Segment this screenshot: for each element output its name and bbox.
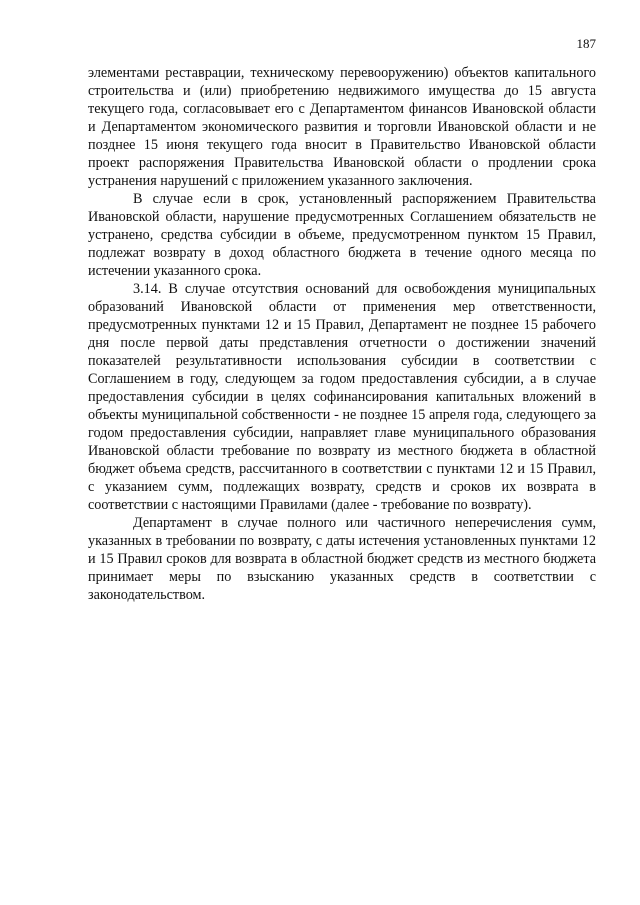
paragraph-recovery-measures: Департамент в случае полного или частичного неперечисления сумм, указанных в требовании по возврату, с даты истечения установленных пунктами 12 и 15 Правил сроков для возврата в областной бюджет средств из местного бюджета принимает меры по взысканию указанных средств в соответствии с законодательством. [88, 515, 596, 603]
page-number: 187 [576, 36, 596, 51]
document-body [88, 64, 596, 604]
paragraph-refund-deadline: В случае если в срок, установленный распоряжением Правительства Ивановской области, нарушение предусмотренных Соглашением обязательств не устранено, средства субсидии в объеме, предусмотренном пунктом 15 Правил, подлежат возврату в доход областного бюджета в течение одного месяца по истечении указанного срока. [88, 191, 596, 279]
paragraph-continuation: элементами реставрации, техническому перевооружению) объектов капитального строительства и (или) приобретению недвижимого имущества до 15 августа текущего года, согласовывает его с Департаментом финансов Ивановской области и Департаментом экономического развития и торговли Ивановской области и не позднее 15 июня текущего года вносит в Правительство Ивановской области проект распоряжения Правительства Ивановской области о продлении срока устранения нарушений с приложением указанного заключения. [88, 65, 596, 189]
paragraph-section-3-14: 3.14. В случае отсутствия оснований для освобождения муниципальных образований Ивановской области от применения мер ответственности, предусмотренных пунктами 12 и 15 Правил, Департамент не позднее 15 рабочего дня после первой даты представления отчетности о достижении значений показателей результативности использования субсидии в соответствии с Соглашением в году, следующем за годом предоставления субсидии, а в случае предоставления субсидии в целях софинансирования капитальных вложений в объекты муниципальной собственности - не позднее 15 апреля года, следующего за годом предоставления субсидии, направляет главе муниципального образования Ивановской области требование по возврату из местного бюджета в областной бюджет объема средств, рассчитанного в соответствии с пунктами 12 и 15 Правил, с указанием сумм, подлежащих возврату, средств и сроков их возврата в соответствии с настоящими Правилами (далее - требование по возврату). [88, 281, 596, 513]
